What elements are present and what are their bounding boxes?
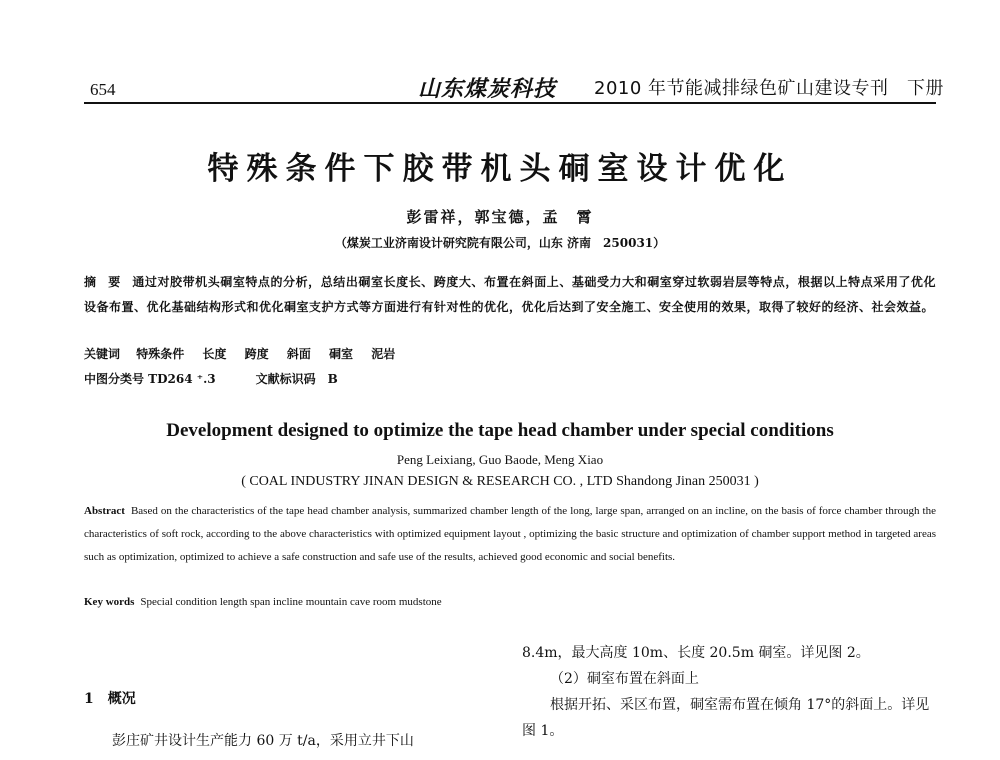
authors-en: Peng Leixiang, Guo Baode, Meng Xiao: [396, 452, 604, 467]
keyword-cn: 长度: [202, 347, 227, 361]
section-heading: [84, 688, 136, 708]
header-rule: [84, 102, 936, 104]
abstract-cn-label: 摘 要: [84, 275, 125, 289]
subsection-text: 根据开拓、采区布置，硐室需布置在倾角 17°的斜面上。详见图 1。: [522, 697, 930, 739]
keyword-cn: 硐室: [329, 347, 354, 361]
document-code: 文献标识码 B: [255, 372, 338, 386]
abstract-cn: [84, 270, 936, 320]
keywords-en: [84, 596, 442, 608]
keyword-cn: 跨度: [244, 347, 269, 361]
affiliation-cn: （煤炭工业济南设计研究院有限公司，山东 济南 250031）: [334, 236, 666, 250]
affiliation-en: ( COAL INDUSTRY JINAN DESIGN & RESEARCH CO. , LTD Shandong Jinan 250031 ): [241, 474, 759, 489]
keywords-en-text: Special condition length span incline mountain cave room mudstone: [140, 596, 442, 608]
journal-logo: 山东煤炭科技: [418, 76, 557, 102]
abstract-en-label: Abstract: [84, 505, 125, 517]
authors-cn: 彭雷祥，郭宝德，孟 霄: [406, 208, 594, 226]
section-title: 概况: [107, 691, 136, 707]
section-paragraph: 彭庄矿井设计生产能力 60 万 t/a，采用立井下山: [112, 733, 414, 749]
paper-title-en: Development designed to optimize the tape head chamber under special conditions: [166, 420, 834, 441]
clc-number: 中图分类号 TD264 ⁺.3: [84, 372, 216, 386]
keywords-cn-label: 关键词: [84, 347, 121, 361]
keyword-cn: 特殊条件: [136, 347, 185, 361]
subsection-title: （2）硐室布置在斜面上: [550, 671, 699, 687]
section-number: 1: [84, 691, 94, 707]
classification-cn: [84, 370, 338, 387]
abstract-en-text: Based on the characteristics of the tape head chamber analysis, summarized chamber length of the long, large span, arranged on an incline, on the basis of force chamber through the characteristics of soft rock, according to the above characteristics with optimized equipment layout , optimizing the basic structure and optimization of chamber support method in targeted areas such as optimization, optimized to achieve a safe construction and safe use of the results, achieved good economic and social benefits.: [84, 505, 936, 563]
keywords-en-label: Key words: [84, 596, 135, 608]
abstract-en: [84, 500, 936, 569]
right-column: [522, 640, 936, 744]
keyword-cn: 泥岩: [371, 347, 396, 361]
keywords-cn: [84, 345, 409, 362]
right-col-line: 8.4m，最大高度 10m、长度 20.5m 硐室。详见图 2。: [522, 645, 870, 661]
issue-info: 2010 年节能减排绿色矿山建设专刊 下册: [594, 78, 945, 99]
keyword-cn: 斜面: [286, 347, 311, 361]
abstract-cn-text: 通过对胶带机头硐室特点的分析，总结出硐室长度长、跨度大、布置在斜面上、基础受力大和硐室穿过软弱岩层等特点，根据以上特点采用了优化设备布置、优化基础结构形式和优化硐室支护方式等方面进行有针对性的优化，优化后达到了安全施工、安全使用的效果，取得了较好的经济、社会效益。: [84, 275, 936, 314]
page-number: 654: [90, 80, 116, 99]
paper-title-cn: 特殊条件下胶带机头硐室设计优化: [207, 151, 793, 187]
